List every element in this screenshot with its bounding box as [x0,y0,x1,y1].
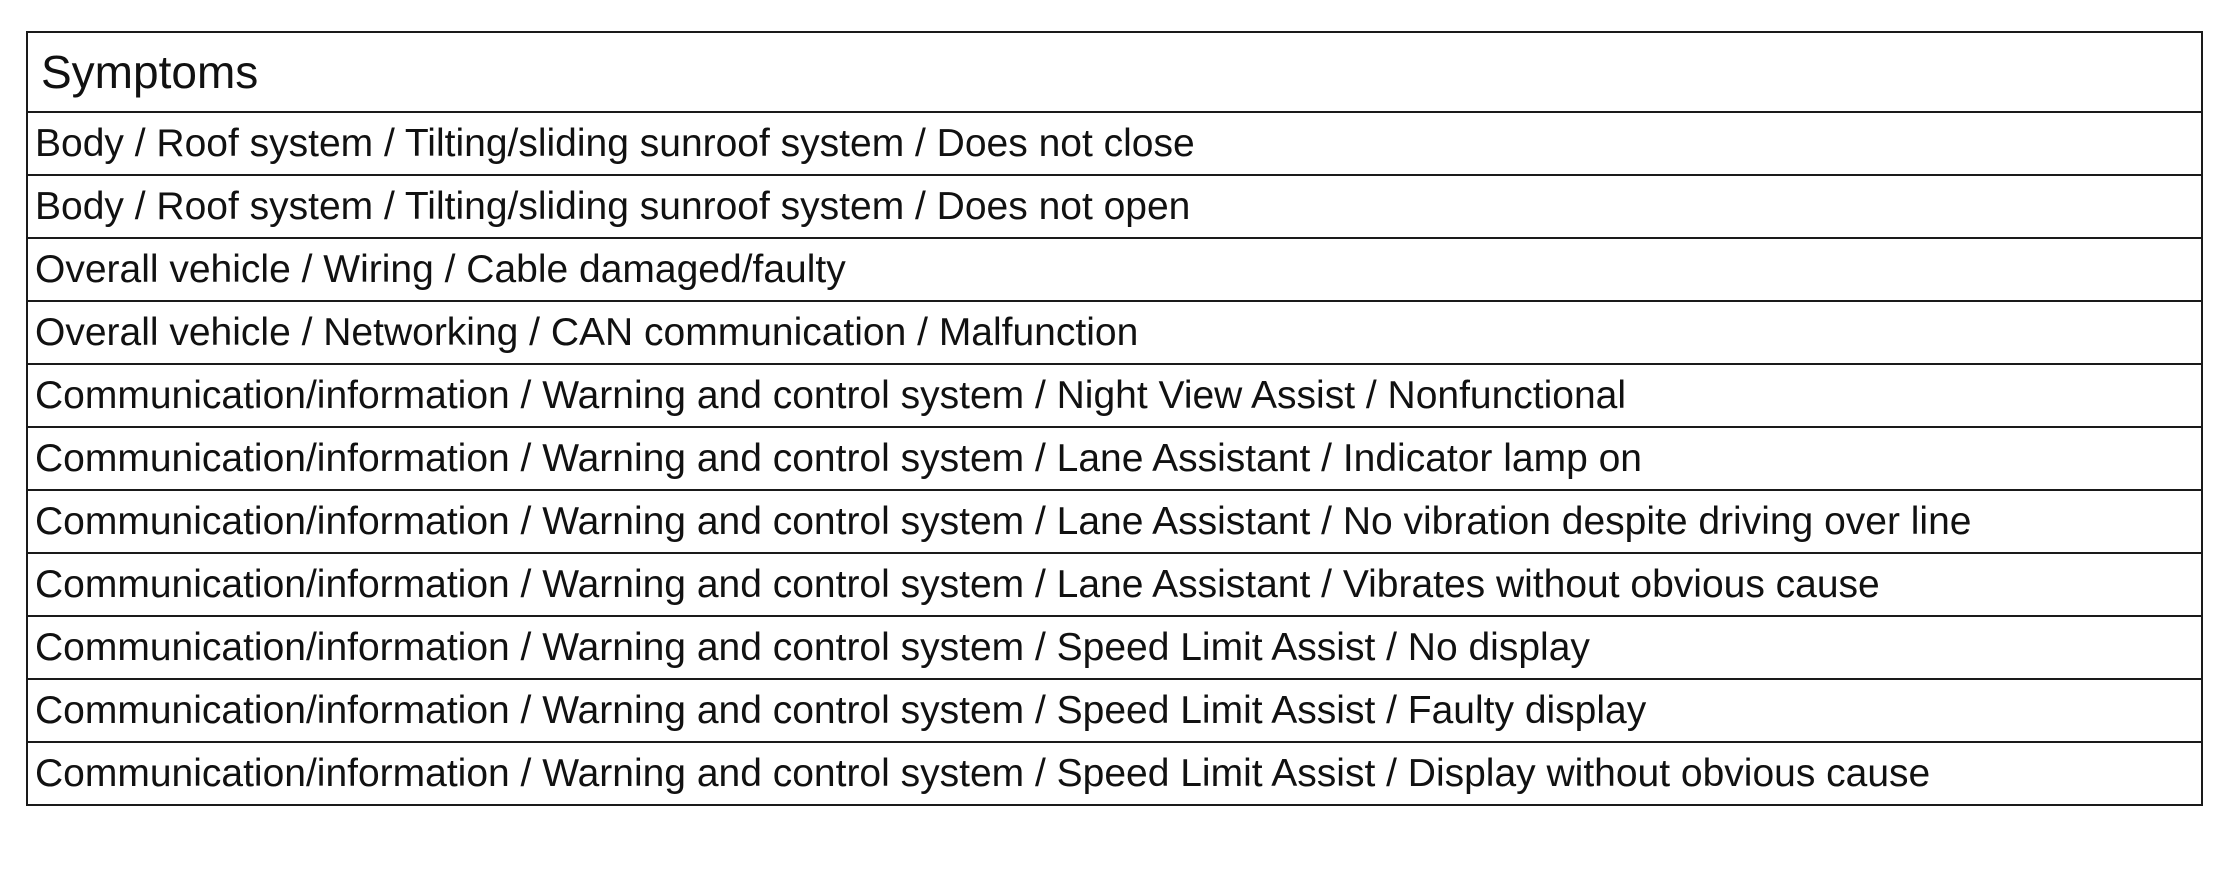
table-row [27,112,2202,175]
table-row [27,742,2202,805]
table-row [27,175,2202,238]
symptom-cell: Communication/information / Warning and control system / Speed Limit Assist / No display [27,616,2202,679]
symptom-cell: Communication/information / Warning and control system / Night View Assist / Nonfunctional [27,364,2202,427]
column-header-symptoms: Symptoms [27,32,2202,112]
table-row [27,616,2202,679]
table-header-row [27,32,2202,112]
symptoms-table [26,31,2203,806]
symptom-cell: Communication/information / Warning and control system / Lane Assistant / Vibrates without obvious cause [27,553,2202,616]
table-head [27,32,2202,112]
symptom-cell: Body / Roof system / Tilting/sliding sunroof system / Does not open [27,175,2202,238]
symptom-cell: Communication/information / Warning and control system / Speed Limit Assist / Faulty display [27,679,2202,742]
table-row [27,364,2202,427]
symptom-cell: Communication/information / Warning and control system / Lane Assistant / No vibration despite driving over line [27,490,2202,553]
table-row [27,490,2202,553]
symptom-cell: Overall vehicle / Wiring / Cable damaged/faulty [27,238,2202,301]
table-body [27,112,2202,805]
symptom-cell: Communication/information / Warning and control system / Speed Limit Assist / Display without obvious cause [27,742,2202,805]
table-row [27,427,2202,490]
symptom-cell: Body / Roof system / Tilting/sliding sunroof system / Does not close [27,112,2202,175]
table-row [27,301,2202,364]
table-row [27,238,2202,301]
table-row [27,679,2202,742]
symptom-cell: Communication/information / Warning and control system / Lane Assistant / Indicator lamp on [27,427,2202,490]
symptom-cell: Overall vehicle / Networking / CAN communication / Malfunction [27,301,2202,364]
table-row [27,553,2202,616]
